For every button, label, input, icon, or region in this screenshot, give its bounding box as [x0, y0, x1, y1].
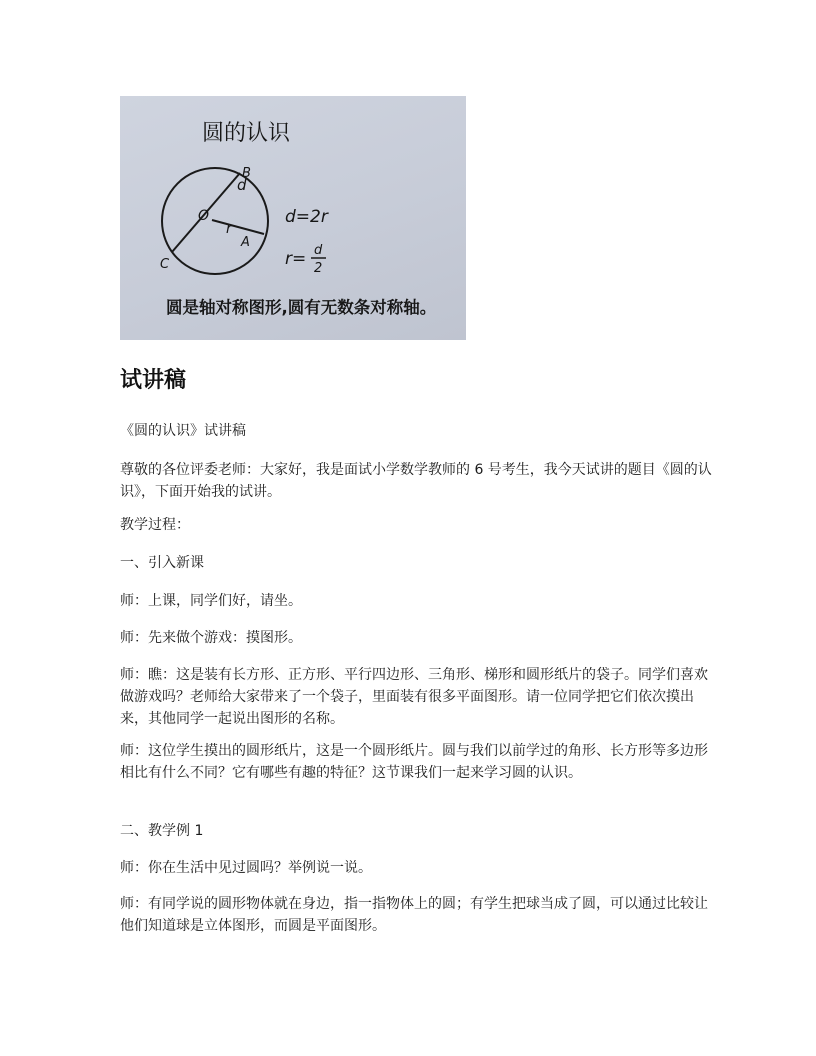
formula-diameter: d=2r [285, 207, 328, 227]
teacher-line: 师：先来做个游戏：摸图形。 [120, 630, 302, 646]
page-heading: 试讲稿 [120, 368, 187, 393]
label-radius: r [226, 221, 232, 237]
teacher-paragraph: 师：有同学说的圆形物体就在身边，指一指物体上的圆；有学生把球当成了圆，可以通过比较让他们知道球是立体图形，而圆是平面图形。 [120, 896, 708, 934]
label-point-c: C [160, 257, 170, 272]
greeting-paragraph: 尊敬的各位评委老师：大家好，我是面试小学数学教师的 6 号考生，我今天试讲的题目《圆的认识》，下面开始我的试讲。 [120, 462, 712, 500]
formula-radius-numerator: d [314, 243, 323, 258]
handwritten-circle-photo [120, 96, 466, 340]
doc-title: 《圆的认识》试讲稿 [120, 423, 246, 439]
radius-line [212, 220, 264, 234]
circle-diagram [120, 96, 466, 340]
formula-radius-denominator: 2 [314, 261, 323, 276]
label-center: O [198, 208, 210, 224]
process-label: 教学过程： [120, 517, 190, 533]
section-heading-example: 二、教学例 1 [120, 823, 204, 839]
photo-caption: 圆是轴对称图形,圆有无数条对称轴。 [166, 298, 437, 317]
label-diameter: d [237, 176, 247, 194]
teacher-line: 师：你在生活中见过圆吗？举例说一说。 [120, 860, 372, 876]
teacher-line: 师：上课，同学们好，请坐。 [120, 593, 302, 609]
teacher-paragraph: 师：瞧：这是装有长方形、正方形、平行四边形、三角形、梯形和圆形纸片的袋子。同学们喜欢做游戏吗？老师给大家带来了一个袋子，里面装有很多平面图形。请一位同学把它们依次摸出来，其他同学一起说出图形的名称。 [120, 667, 708, 727]
photo-title: 圆的认识 [202, 121, 291, 146]
formula-radius-lhs: r= [285, 249, 307, 269]
section-heading-intro: 一、引入新课 [120, 555, 204, 571]
teacher-paragraph: 师：这位学生摸出的圆形纸片，这是一个圆形纸片。圆与我们以前学过的角形、长方形等多边形相比有什么不同？它有哪些有趣的特征？这节课我们一起来学习圆的认识。 [120, 743, 708, 781]
label-point-a: A [241, 235, 250, 250]
label-point-b: B [242, 166, 251, 181]
